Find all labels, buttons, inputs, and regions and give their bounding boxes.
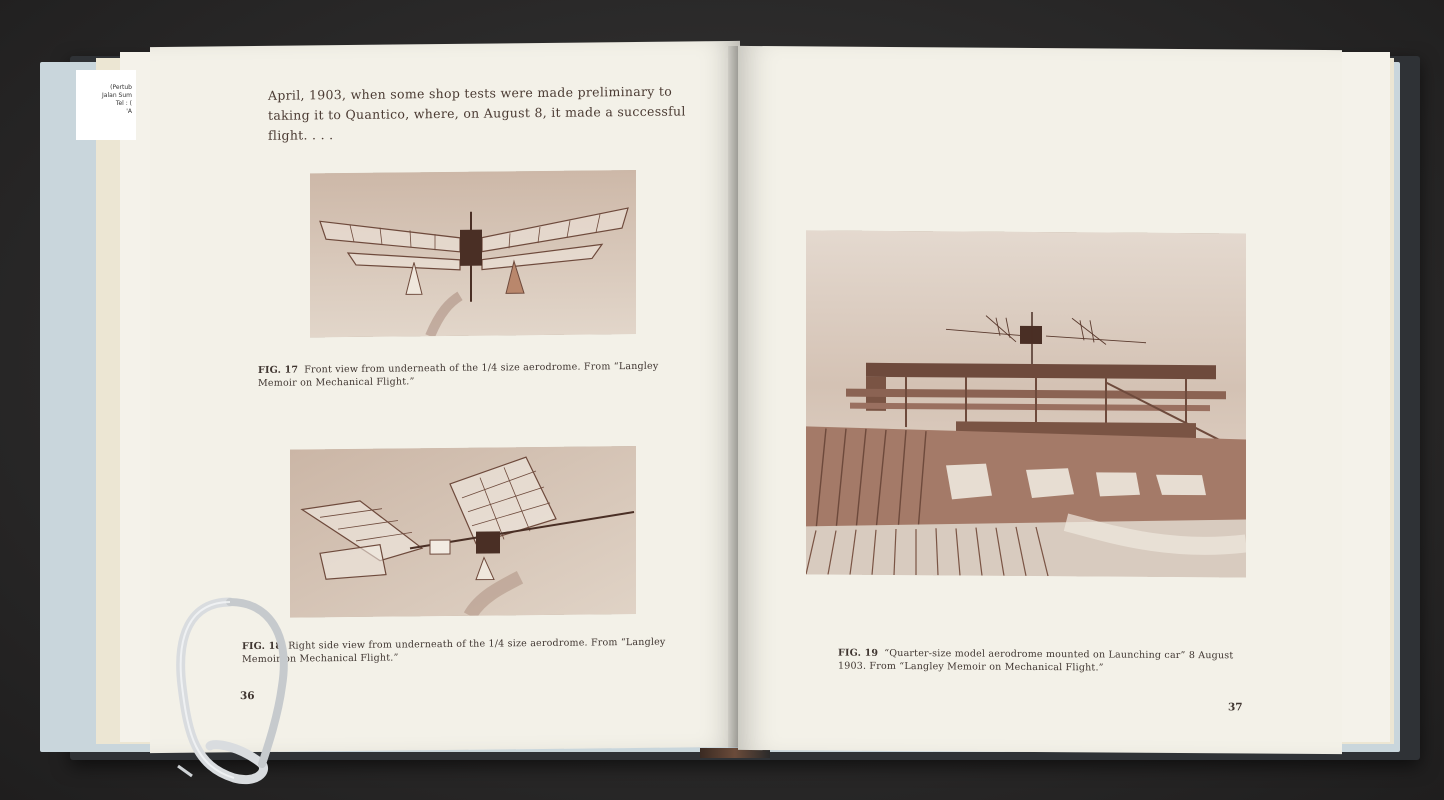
- page-number-left: 36: [240, 689, 255, 703]
- figure-18-label: FIG. 18: [242, 640, 283, 653]
- figure-19-photo: [806, 230, 1246, 577]
- figure-17-caption: [258, 359, 688, 390]
- front-view-aerodrome-image: [310, 170, 636, 337]
- metal-bookmark: [170, 596, 300, 796]
- figure-19-caption: [838, 647, 1252, 676]
- figure-17-photo: [310, 170, 636, 337]
- page-number-right: 37: [1228, 701, 1243, 714]
- figure-19-text: “Quarter-size model aerodrome mounted on Launching car” 8 August 1903. From “Langley Memoir on Mechanical Flight.”: [838, 647, 1234, 674]
- right-page: [738, 46, 1342, 754]
- figure-18-photo: [290, 446, 636, 618]
- launching-car-image: [806, 230, 1246, 577]
- side-view-aerodrome-image: [290, 446, 636, 618]
- figure-18-text: Right side view from underneath of the 1/4 size aerodrome. From “Langley Memoir on Mechanical Flight.”: [242, 636, 666, 666]
- slip-line: Jalan Sum: [102, 92, 132, 99]
- slip-line: 'A: [126, 108, 132, 115]
- figure-17-label: FIG. 17: [258, 364, 299, 376]
- figure-18-caption: [242, 635, 688, 666]
- address-slip: [76, 70, 136, 140]
- slip-line: Tel : (: [115, 100, 132, 107]
- figure-17-text: Front view from underneath of the 1/4 size aerodrome. From “Langley Memoir on Mechanical Flight.”: [258, 360, 659, 389]
- figure-19-label: FIG. 19: [838, 647, 879, 659]
- slip-line: (Pertub: [110, 84, 132, 91]
- intro-paragraph: April, 1903, when some shop tests were made preliminary to taking it to Quantico, where, on August 8, it made a successful flight. . . .: [268, 83, 686, 143]
